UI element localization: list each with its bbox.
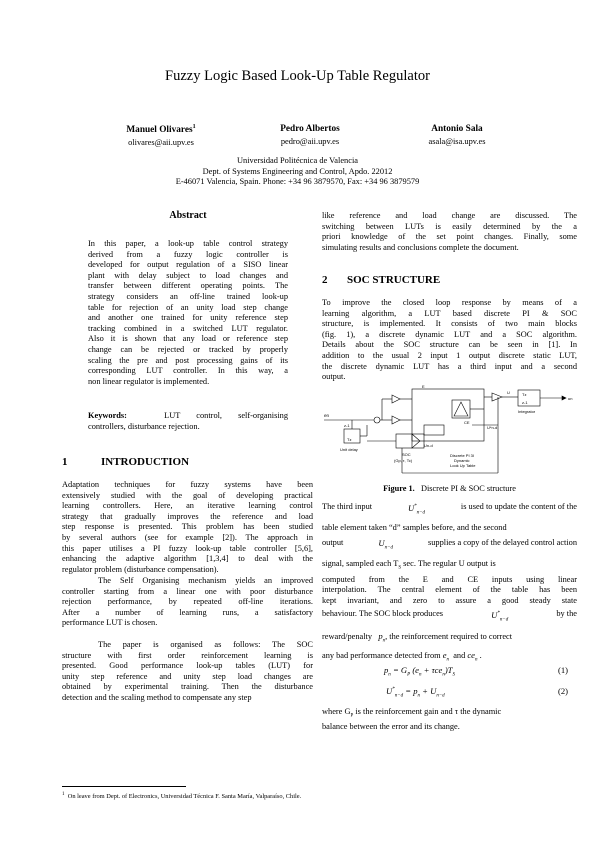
text-line: strategy considers an off-line trained look-up (88, 291, 288, 301)
footnote (62, 792, 542, 800)
text-line: change can be rejected or tracked by properly (88, 344, 288, 354)
equation-2-number: (2) (558, 686, 569, 696)
text-line: strategy that gradually improves the reference and load (62, 511, 313, 521)
text-line: detection and the scaling method to compensate any step (62, 692, 252, 702)
lut-u-label: U (507, 390, 510, 395)
text-line: structure with first order reinforcement learning is (62, 650, 313, 660)
caption-text: Discrete PI & SOC structure (420, 484, 516, 493)
soc-paragraph-1 (322, 298, 577, 383)
text-line: behaviour. The SOC block produces (322, 609, 444, 619)
text-line: The third input (322, 502, 373, 511)
text-line: priori knowledge of the set point changes. Finally, some (322, 232, 577, 242)
text-line: step response is presented. This problem has been studied (62, 522, 313, 532)
text-line: is used to update the content of the (460, 502, 577, 511)
text-line: enhancing the adaptive algorithm [1,3,4] to deal with the (62, 554, 313, 564)
equation-1: $p_n = G_P$ $(e_n + \tau ce_n)T_S$ (384, 665, 455, 678)
text-line: output (322, 538, 344, 548)
text-line: structure, is implemented. It consists of two main blocks (322, 319, 577, 329)
symbol-ud: $U_{n-d}$ (378, 538, 393, 552)
text-line: rejection performance, by repeated off-line iterations. (62, 597, 313, 607)
text-line: by several authors (see for example [2]). The approach in (62, 532, 313, 542)
text-line: presented. Good performance look-up tables (LUT) for (62, 661, 313, 671)
text-line: Adaptation techniques for fuzzy systems have been (62, 480, 313, 489)
text-line: learning controllers. Here, an iterative learning control (62, 501, 313, 511)
abstract-heading: Abstract (169, 210, 207, 221)
text-line: switching between LUTs is easily determined by the a (322, 221, 577, 231)
integrator-top: Tz (522, 392, 527, 397)
author-3 (382, 124, 532, 146)
text-line: plant with delay subject to load changes and (88, 270, 288, 280)
right-column-continuation (322, 211, 577, 253)
figure-caption (322, 484, 577, 493)
footnote-marker: 1 (62, 792, 65, 797)
text-line: Also it is shown that any load or reference step (88, 334, 288, 344)
symbol-ud-star: $U^*_{n-d}$ (407, 502, 426, 516)
text-line: simulating results and conclusions complete the document. (322, 242, 519, 252)
equation-1-number: (1) (558, 665, 569, 675)
text-line: unity step reference and unity step load changes are (62, 671, 313, 681)
text-block (322, 575, 577, 608)
symbol-en: $e_n$ (442, 650, 450, 664)
unit-delay-top: z-1 (344, 423, 350, 428)
lut-name-1: Discrete PI 3I (450, 453, 475, 458)
text-line: extensively studied with the goal of developing practical (62, 490, 313, 500)
author-sup: 1 (192, 124, 196, 130)
text-line: is the reinforcement gain and τ the dynamic (353, 707, 502, 716)
lut-ce-label: CE (464, 420, 470, 425)
footnote-text: On leave from Dept. of Electronics, Universidad Técnica F. Santa María, Valparaíso, Chile. (67, 793, 302, 801)
text-line: computed from the E and CE inputs using linear (322, 574, 577, 584)
text-line: developed for output regulation of a SISO linear (88, 260, 288, 270)
text-line: balance between the error and its change. (322, 722, 460, 732)
author-name: Manuel Olivares (126, 125, 193, 136)
text-line: After a number of learning runs, a satisfactory (62, 607, 313, 617)
section-number: 2 (322, 274, 328, 286)
block-diagram (322, 385, 577, 485)
keywords-label: Keywords: (88, 411, 127, 420)
text-line: learning algorithm, a LUT based discrete PI & SOC (322, 308, 577, 318)
author-2 (235, 124, 385, 146)
author-email: pedro@aii.upv.es (280, 137, 340, 146)
affiliation-line: Universidad Politécnica de Valencia (236, 156, 358, 165)
text-line: derived from a fuzzy logic controller is (88, 249, 288, 259)
lut-name-2: Dynamic (454, 458, 470, 463)
symbol-ud-star: $U^*_{n-d}$ (491, 610, 509, 623)
signal-ud-label: Un-d (424, 443, 433, 448)
text-line: , the reinforcement required to correct (385, 631, 513, 641)
text-line: like reference and load change are discussed. The (322, 211, 577, 220)
integrator-bot: z-1 (522, 400, 528, 405)
section-number: 1 (62, 456, 68, 468)
keywords-line-2: controllers, disturbance rejection. (88, 421, 200, 431)
section-heading: SOC STRUCTURE (347, 274, 441, 286)
text-line: kept invariant, and zero to assure a good steady state (322, 596, 577, 606)
text-line: The paper is organised as follows: The SOC (98, 640, 313, 649)
affiliation-line: E-46071 Valencia, Spain. Phone: +34 96 3879570, Fax: +34 96 3879579 (175, 177, 420, 187)
text-line: sec. The regular U output is (401, 559, 496, 569)
lut-name-3: Look Up Table (450, 463, 476, 468)
text-line: addition to the usual 2 input 1 output discrete static LUT, (322, 350, 577, 360)
text-line: obtained by experimental training. Then the disturbance (62, 682, 313, 692)
unit-delay-bot: Tz (347, 437, 352, 442)
text-line: this paper utilises a PI fuzzy look-up table controller [5,6], (62, 543, 313, 553)
affiliation (0, 156, 595, 188)
footnote-rule (62, 786, 186, 787)
paper-title: Fuzzy Logic Based Look-Up Table Regulator (165, 68, 430, 84)
symbol-cen: $ce_n$ (467, 650, 478, 664)
text-line: non linear regulator is implemented. (88, 376, 210, 386)
symbol-pn: $p_n$ (378, 630, 386, 644)
signal-un-label: un (568, 396, 573, 401)
subscript: P (350, 713, 354, 719)
text-line: table element taken “d” samples before, and the second (322, 523, 507, 533)
abstract-body (88, 239, 288, 387)
soc-paragraph-2: The third input $U^*_{n-d}$ is used to update the content of the table element taken “d” samples before, and the second output $U_{n-d}$ supplies a copy of the delayed control action signal, sampled each $T_S$ sec. The regular U output is computed from the E and CE inputs using linear interpolation. The central element of the table has been kept invariant, and zero to assure a good steady state behaviour. The SOC block produces $U^*_{n-d}$ by the reward/penalty $p_n$, the reinforcement required to correct any bad performance detected from $e_n$ and $ce_n$ . (322, 502, 577, 664)
caption-label: Figure 1. (383, 484, 415, 493)
text-line: tracking combined in a switched LUT regulator. (88, 323, 288, 333)
unit-delay-name: Unit delay (340, 447, 358, 452)
intro-paragraph-3 (62, 640, 313, 704)
text-line: controller starting from a linear one with poor disturbance (62, 586, 313, 596)
affiliation-line: Dept. of Systems Engineering and Control, Apdo. 22012 (202, 166, 393, 176)
text-line: In this paper, a look-up table control strategy (88, 239, 288, 248)
author-email: olivares@aii.upv.es (128, 138, 194, 148)
subscript: S (398, 565, 402, 571)
text-line: interpolation. The central element of the table has been (322, 585, 577, 595)
signal-en-label: en (324, 413, 330, 418)
text-line: any bad performance detected from (322, 651, 441, 661)
author-name: Antonio Sala (431, 124, 483, 134)
text-line: and (453, 651, 466, 661)
signal-ud2-label: U*n-d (487, 425, 498, 430)
text-line: regulator problem (disturbance compensation). (62, 564, 219, 574)
integrator-name: Integrator (518, 409, 536, 414)
intro-paragraph-2 (62, 576, 313, 629)
text-line: transfer between different operating points. The (88, 281, 288, 291)
text-line: scaling the pre and post processing gains of its (88, 355, 288, 365)
text-line: signal, sampled each T (322, 559, 399, 569)
text-line: performance LUT is chosen. (62, 618, 158, 628)
text-line: and another one trained for unity reference step (88, 313, 288, 323)
text-line: corresponding LUT controller. In this way, a (88, 366, 288, 376)
text-line: The Self Organising mechanism yields an improved (98, 576, 313, 585)
section-heading: INTRODUCTION (101, 456, 190, 468)
soc-name: SOC (402, 452, 411, 457)
author-email: asala@isa.upv.es (428, 137, 486, 146)
text-line: where G (322, 707, 351, 716)
text-line: the discrete dynamic LUT has a third input and a second (322, 361, 577, 371)
equation-2: $U^*_{n-d} = p_n + U_{n-d}$ (386, 686, 445, 699)
text-line: To improve the closed loop response by means of a (322, 298, 577, 307)
text-line: by the (556, 609, 577, 619)
figure-1 (322, 385, 577, 485)
keywords-line-1: LUT control, self-organising (164, 411, 288, 420)
keywords (88, 411, 288, 432)
text-line: output. (322, 372, 346, 382)
soc-params: (Gp, τ, Tc) (394, 458, 413, 463)
text-line: reward/penalty (322, 631, 373, 641)
intro-paragraph-1 (62, 480, 313, 575)
text-line: Details about the SOC structure can be seen in [1]. In (322, 340, 577, 350)
closing-paragraph (322, 707, 577, 733)
author-name: Pedro Albertos (280, 124, 340, 134)
text-line: supplies a copy of the delayed control action (428, 538, 577, 548)
text-line: table for rejection of an unity load step change (88, 302, 288, 312)
text-line: (fig. 1), a discrete dynamic LUT and a SOC algorithm. (322, 329, 577, 339)
author-1 (86, 124, 236, 147)
lut-e-label: E (422, 385, 425, 389)
